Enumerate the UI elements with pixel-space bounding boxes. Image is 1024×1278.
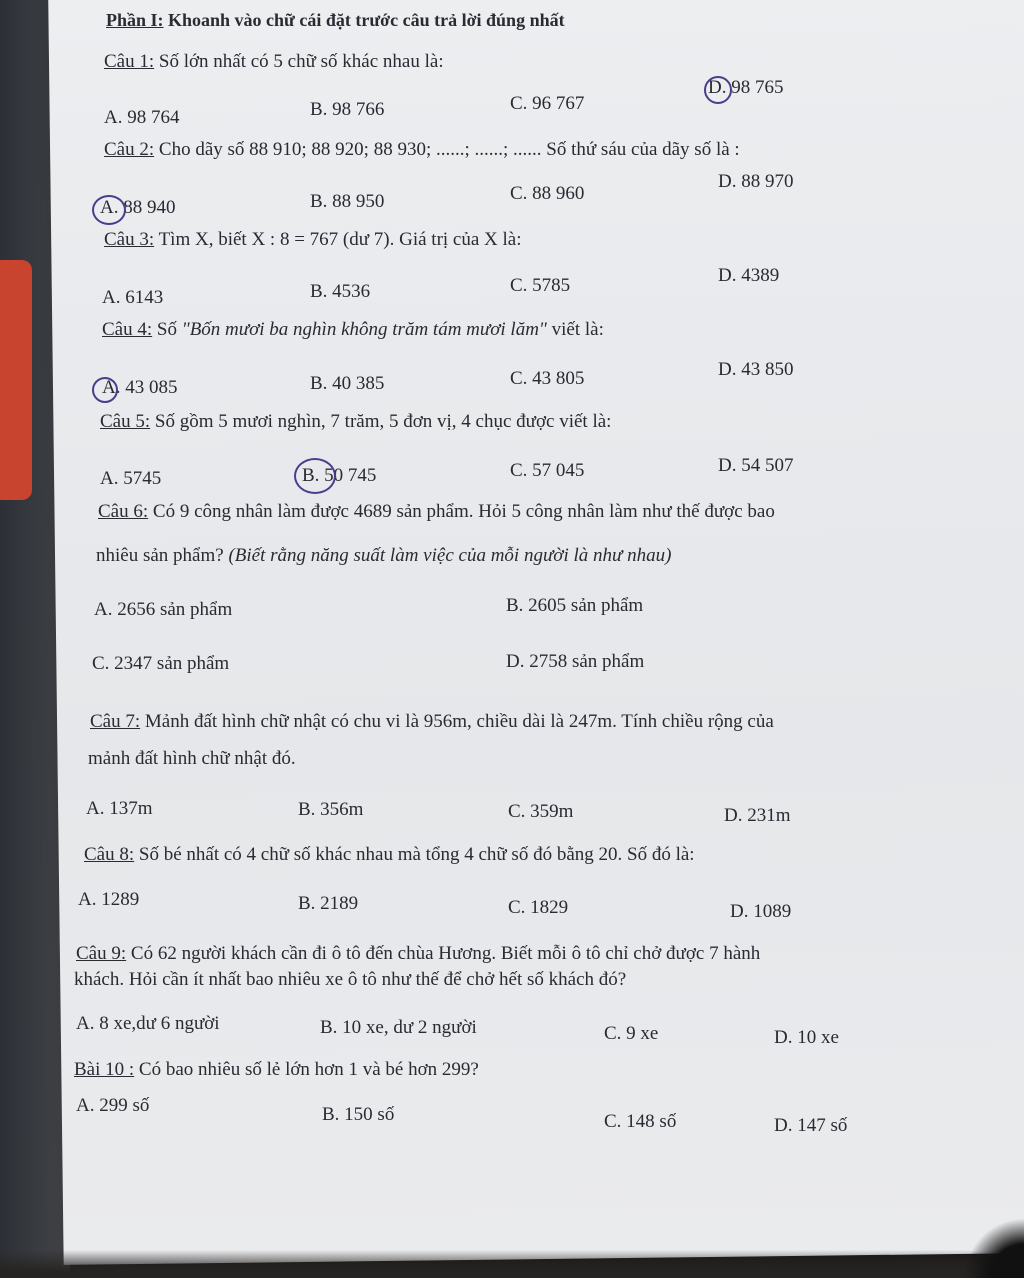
option-c[interactable]: C. 5785	[510, 275, 571, 296]
question-text: Số bé nhất có 4 chữ số khác nhau mà tổng 4 chữ số đó bằng 20. Số đó là:	[138, 844, 695, 865]
question-7	[90, 710, 774, 734]
option-b[interactable]: B. 10 xe, dư 2 người	[320, 1017, 477, 1038]
option-b[interactable]: B. 356m	[298, 799, 364, 820]
question-text: Mảnh đất hình chữ nhật có chu vi là 956m, chiều dài là 247m. Tính chiều rộng của	[144, 711, 774, 732]
red-object-edge	[0, 260, 32, 500]
option-c[interactable]: C. 96 767	[510, 93, 585, 114]
option-d[interactable]: D. 147 số	[774, 1115, 848, 1136]
question-text: Tìm X, biết X : 8 = 767 (dư 7). Giá trị của X là:	[158, 229, 522, 250]
option-b[interactable]: B. 40 385	[310, 373, 385, 394]
section-instruction: Khoanh vào chữ cái đặt trước câu trả lời đúng nhất	[168, 10, 565, 30]
question-text: Có 9 công nhân làm được 4689 sản phẩm. Hỏi 5 công nhân làm như thế được bao	[152, 501, 775, 522]
answer-circle-mark	[92, 377, 118, 403]
option-b[interactable]: B. 2605 sản phẩm	[506, 595, 644, 616]
option-d[interactable]: D. 4389	[718, 265, 780, 286]
question-10	[74, 1058, 479, 1082]
option-a[interactable]: A. 8 xe,dư 6 người	[76, 1013, 220, 1034]
question-text-italic: "Bốn mươi ba nghìn không trăm tám mươi lăm"	[181, 319, 547, 340]
option-c[interactable]: C. 359m	[508, 801, 574, 822]
question-label: Câu 3:	[104, 229, 155, 250]
answer-circle-mark	[92, 195, 126, 225]
option-d[interactable]: D. 88 970	[718, 171, 794, 192]
question-7-line-2: mảnh đất hình chữ nhật đó.	[88, 748, 296, 769]
question-6	[98, 500, 775, 524]
section-title: Phần I:	[106, 10, 164, 30]
section-header	[106, 8, 565, 32]
question-8	[84, 843, 695, 867]
question-9	[76, 942, 760, 966]
option-d[interactable]: D. 43 850	[718, 359, 794, 380]
option-b[interactable]: B. 150 số	[322, 1104, 395, 1125]
option-a[interactable]: A. 299 số	[76, 1095, 150, 1116]
question-text: viết là:	[551, 319, 604, 340]
question-label: Câu 8:	[84, 844, 135, 865]
question-1	[104, 50, 444, 74]
question-label: Câu 5:	[100, 411, 151, 432]
option-a[interactable]: A. 88 940	[100, 197, 176, 218]
question-2	[104, 138, 740, 162]
answer-circle-mark	[294, 458, 336, 494]
question-text: Số lớn nhất có 5 chữ số khác nhau là:	[158, 51, 444, 72]
question-label: Câu 4:	[102, 319, 153, 340]
question-6-line-2	[96, 544, 671, 568]
option-d[interactable]: D. 1089	[730, 901, 792, 922]
option-d[interactable]: D. 231m	[724, 805, 791, 826]
question-label: Câu 2:	[104, 139, 155, 160]
question-text: Cho dãy số 88 910; 88 920; 88 930; ......; ......; ...... Số thứ sáu của dãy số là :	[158, 139, 740, 160]
question-text-italic: (Biết rằng năng suất làm việc của mỗi người là như nhau)	[228, 545, 672, 566]
option-c[interactable]: C. 43 805	[510, 368, 585, 389]
question-label: Câu 9:	[76, 943, 127, 964]
option-a[interactable]: A. 43 085	[102, 377, 178, 398]
option-d[interactable]: D. 10 xe	[774, 1027, 839, 1048]
option-c[interactable]: C. 88 960	[510, 183, 585, 204]
question-4	[102, 318, 604, 342]
bottom-shadow	[0, 1250, 1024, 1278]
option-c[interactable]: C. 1829	[508, 897, 569, 918]
option-a[interactable]: A. 2656 sản phẩm	[94, 599, 233, 620]
corner-shadow	[964, 1218, 1024, 1278]
question-label: Bài 10 :	[74, 1059, 135, 1080]
option-a[interactable]: A. 1289	[78, 889, 140, 910]
option-a[interactable]: A. 5745	[100, 468, 162, 489]
option-b[interactable]: B. 88 950	[310, 191, 385, 212]
option-c[interactable]: C. 57 045	[510, 460, 585, 481]
option-d[interactable]: D. 2758 sản phẩm	[506, 651, 645, 672]
option-c[interactable]: C. 2347 sản phẩm	[92, 653, 230, 674]
question-text: Số gồm 5 mươi nghìn, 7 trăm, 5 đơn vị, 4 chục được viết là:	[154, 411, 612, 432]
question-label: Câu 6:	[98, 501, 149, 522]
question-label: Câu 7:	[90, 711, 141, 732]
option-b[interactable]: B. 50 745	[302, 465, 377, 486]
option-d[interactable]: D. 54 507	[718, 455, 794, 476]
option-b[interactable]: B. 4536	[310, 281, 371, 302]
question-text: Số	[156, 319, 177, 340]
option-a[interactable]: A. 98 764	[104, 107, 180, 128]
option-a[interactable]: A. 6143	[102, 287, 164, 308]
option-c[interactable]: C. 148 số	[604, 1111, 677, 1132]
question-label: Câu 1:	[104, 51, 155, 72]
question-9-line-2: khách. Hỏi cần ít nhất bao nhiêu xe ô tô như thế để chở hết số khách đó?	[74, 969, 627, 990]
question-5	[100, 410, 611, 434]
option-b[interactable]: B. 2189	[298, 893, 359, 914]
question-text: Có 62 người khách cần đi ô tô đến chùa Hương. Biết mỗi ô tô chỉ chở được 7 hành	[130, 943, 761, 964]
question-3	[104, 228, 522, 252]
option-c[interactable]: C. 9 xe	[604, 1023, 659, 1044]
option-a[interactable]: A. 137m	[86, 798, 153, 819]
question-text: nhiêu sản phẩm?	[96, 545, 224, 566]
question-text: Có bao nhiêu số lẻ lớn hơn 1 và bé hơn 299?	[138, 1059, 479, 1080]
option-d[interactable]: D. 98 765	[708, 77, 784, 98]
option-b[interactable]: B. 98 766	[310, 99, 385, 120]
answer-circle-mark	[704, 76, 732, 104]
